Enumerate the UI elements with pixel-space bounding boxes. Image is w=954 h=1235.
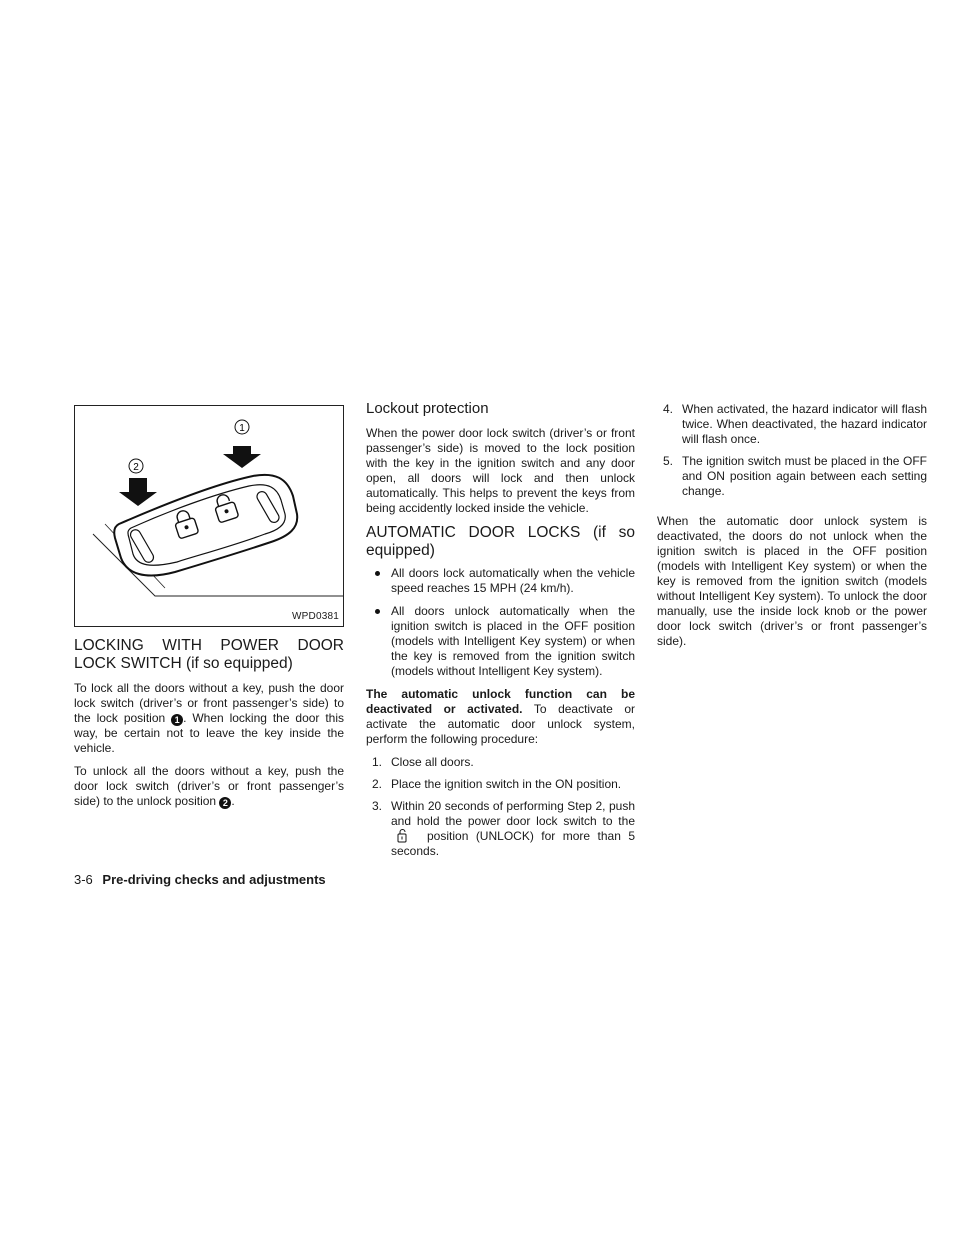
callout-2-icon: 2 [219, 797, 231, 809]
right-column [657, 400, 927, 649]
middle-column [366, 400, 635, 859]
callout-1: 1 [239, 423, 245, 434]
page-footer [74, 872, 326, 887]
locking-heading: LOCKING WITH POWER DOOR LOCK SWITCH (if so equipped) [74, 637, 344, 672]
list-item: 3. Within 20 seconds of performing Step 2, push and hold the power door lock switch to theposition (UNLOCK) for more than 5 seconds. [372, 799, 635, 858]
procedure-steps-continued [657, 402, 927, 499]
lockout-paragraph: When the power door lock switch (driver’s or front passenger’s side) is moved to the lock position with the key in the ignition switch and any door open, all doors will lock and then unlock automatically. This helps to prevent the keys from being accidently locked inside the vehicle. [366, 426, 635, 515]
locking-paragraph-2: To unlock all the doors without a key, push the door lock switch (driver’s or front passenger’s side) to the unlock position 2 . [74, 764, 344, 808]
callout-1-icon: 1 [171, 714, 183, 726]
list-item: 2. Place the ignition switch in the ON position. [372, 777, 622, 791]
callout-2: 2 [133, 462, 139, 473]
list-item: 1. Close all doors. [372, 755, 474, 769]
door-lock-switch-figure [74, 405, 344, 627]
section-title: Pre-driving checks and adjustments [102, 872, 326, 887]
auto-unlock-intro: The automatic unlock function can be deactivated or activated. To deactivate or activate the automatic door unlock system, perform the following procedure: [366, 687, 635, 746]
bullet-icon [375, 571, 380, 576]
list-item: All doors lock automatically when the vehicle speed reaches 15 MPH (24 km/h). [366, 566, 635, 596]
closing-paragraph: When the automatic door unlock system is deactivated, the doors do not unlock when the ignition switch is placed in the OFF position (models with Intelligent Key system) or when the key is removed from the ignition switch (models without Intelligent Key system). To unlock the door manually, use the inside lock knob or the power door lock switch (driver’s or front passenger’s side). [657, 514, 927, 648]
bullet-icon [375, 609, 380, 614]
door-lock-switch-illustration [75, 406, 343, 626]
auto-locks-heading: AUTOMATIC DOOR LOCKS (if so equipped) [366, 524, 635, 559]
list-item: 4. When activated, the hazard indicator will flash twice. When deactivated, the hazard indicator will flash once. [663, 402, 927, 446]
locking-paragraph-1: To lock all the doors without a key, push the door lock switch (driver’s or front passenger’s side) to the lock position 1 . When locking the door this way, be certain not to leave the key inside the vehicle. [74, 681, 345, 755]
lockout-heading: Lockout protection [366, 400, 489, 417]
list-item: All doors unlock automatically when the ignition switch is placed in the OFF position (models with Intelligent Key system) or when the key is removed from the ignition switch (models without Intelligent Key system). [366, 604, 635, 679]
procedure-steps [366, 755, 635, 859]
left-column [74, 400, 344, 809]
unlock-icon [397, 829, 407, 843]
figure-label: WPD0381 [292, 611, 339, 622]
page-number: 3-6 [74, 872, 93, 887]
list-item: 5. The ignition switch must be placed in the OFF and ON position again between each setting change. [663, 454, 927, 498]
auto-locks-bullets [366, 566, 635, 679]
